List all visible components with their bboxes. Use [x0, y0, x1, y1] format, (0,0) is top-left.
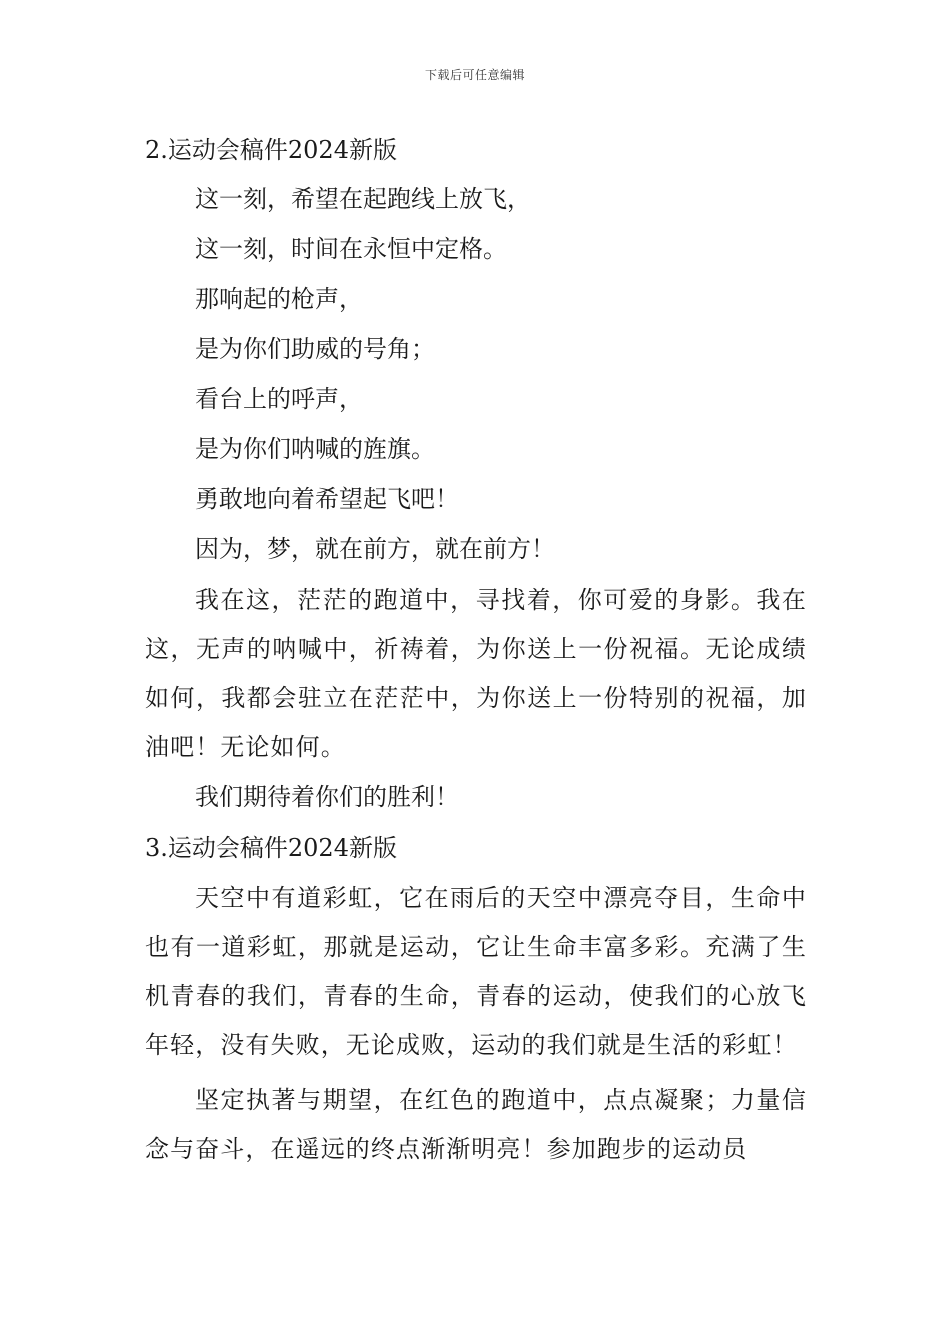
poem-line: 这一刻，希望在起跑线上放飞， [195, 185, 531, 213]
poem-line: 是为你们助威的号角； [195, 335, 435, 363]
poem-line: 勇敢地向着希望起飞吧！ [195, 485, 459, 513]
poem-line: 那响起的枪声， [195, 285, 363, 313]
section-3-heading: 3.运动会稿件2024新版 [145, 834, 397, 862]
poem-line: 看台上的呼声， [195, 385, 363, 413]
section-2-paragraph: 我在这，茫茫的跑道中，寻找着，你可爱的身影。我在这，无声的呐喊中，祈祷着，为你送上一份祝福。无论成绩如何，我都会驻立在茫茫中，为你送上一份特别的祝福，加油吧！无论如何。 [145, 586, 807, 761]
section-2-closing: 我们期待着你们的胜利！ [195, 783, 459, 811]
section-3-paragraph-rainbow: 天空中有道彩虹，它在雨后的天空中漂亮夺目，生命中也有一道彩虹，那就是运动，它让生命丰富多彩。充满了生机青春的我们，青春的生命，青春的运动，使我们的心放飞年轻，没有失败，无论成败，运动的我们就是生活的彩虹！ [145, 884, 807, 1059]
section-3-paragraph-track: 坚定执著与期望，在红色的跑道中，点点凝聚；力量信念与奋斗，在遥远的终点渐渐明亮！参加跑步的运动员 [145, 1086, 807, 1163]
poem-line: 因为，梦，就在前方，就在前方！ [195, 535, 555, 563]
section-2-heading: 2.运动会稿件2024新版 [145, 136, 397, 164]
poem-line: 这一刻，时间在永恒中定格。 [195, 235, 507, 263]
page-header-note: 下载后可任意编辑 [424, 68, 525, 82]
poem-line: 是为你们呐喊的旌旗。 [195, 435, 435, 463]
document-body [145, 126, 807, 1174]
